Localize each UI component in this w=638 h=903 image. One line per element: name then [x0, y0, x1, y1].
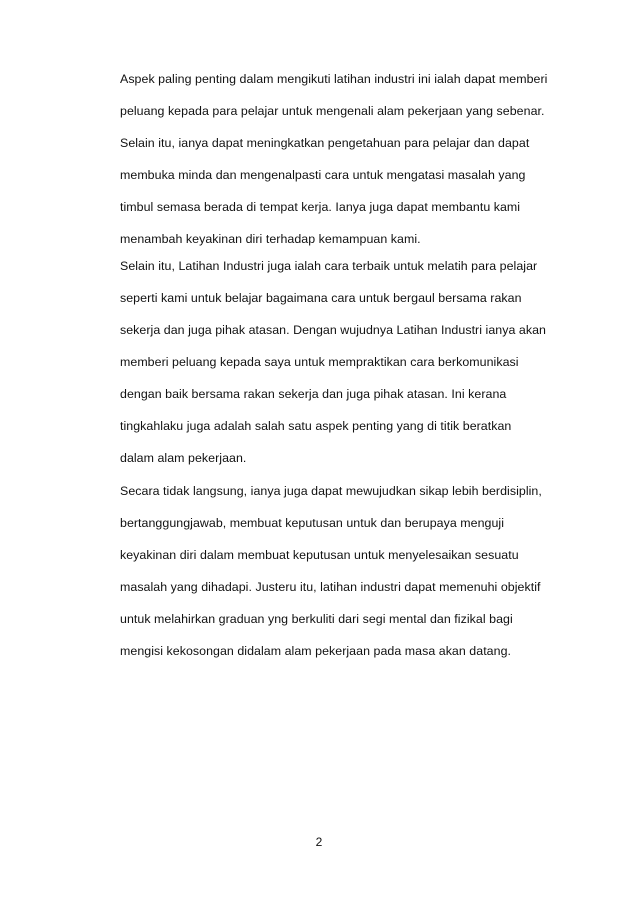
text-line: timbul semasa berada di tempat kerja. Ianya juga dapat membantu kami	[120, 200, 521, 214]
text-line: Selain itu, ianya dapat meningkatkan pengetahuan para pelajar dan dapat	[120, 136, 530, 150]
text-line: membuka minda dan mengenalpasti cara untuk mengatasi masalah yang	[120, 168, 526, 182]
text-line: menambah keyakinan diri terhadap kemampuan kami.	[120, 232, 421, 246]
text-line: tingkahlaku juga adalah salah satu aspek penting yang di titik beratkan	[120, 419, 512, 433]
text-line: dalam alam pekerjaan.	[120, 451, 247, 465]
text-line: mengisi kekosongan didalam alam pekerjaan pada masa akan datang.	[120, 644, 511, 658]
text-line: dengan baik bersama rakan sekerja dan juga pihak atasan. Ini kerana	[120, 387, 507, 401]
text-line: sekerja dan juga pihak atasan. Dengan wujudnya Latihan Industri ianya akan	[120, 323, 546, 337]
text-line: memberi peluang kepada saya untuk mempraktikan cara berkomunikasi	[120, 355, 519, 369]
page-number: 2	[315, 835, 323, 849]
text-line: masalah yang dihadapi. Justeru itu, latihan industri dapat memenuhi objektif	[120, 580, 541, 594]
text-line: untuk melahirkan graduan yng berkuliti dari segi mental dan fizikal bagi	[120, 612, 513, 626]
text-line: Selain itu, Latihan Industri juga ialah cara terbaik untuk melatih para pelajar	[120, 259, 538, 273]
text-line: seperti kami untuk belajar bagaimana cara untuk bergaul bersama rakan	[120, 291, 522, 305]
text-line: keyakinan diri dalam membuat keputusan untuk menyelesaikan sesuatu	[120, 548, 519, 562]
text-line: Aspek paling penting dalam mengikuti latihan industri ini ialah dapat memberi	[120, 72, 548, 86]
text-line: Secara tidak langsung, ianya juga dapat mewujudkan sikap lebih berdisiplin,	[120, 484, 542, 498]
text-line: bertanggungjawab, membuat keputusan untuk dan berupaya menguji	[120, 516, 505, 530]
text-line: peluang kepada para pelajar untuk mengenali alam pekerjaan yang sebenar.	[120, 104, 545, 118]
